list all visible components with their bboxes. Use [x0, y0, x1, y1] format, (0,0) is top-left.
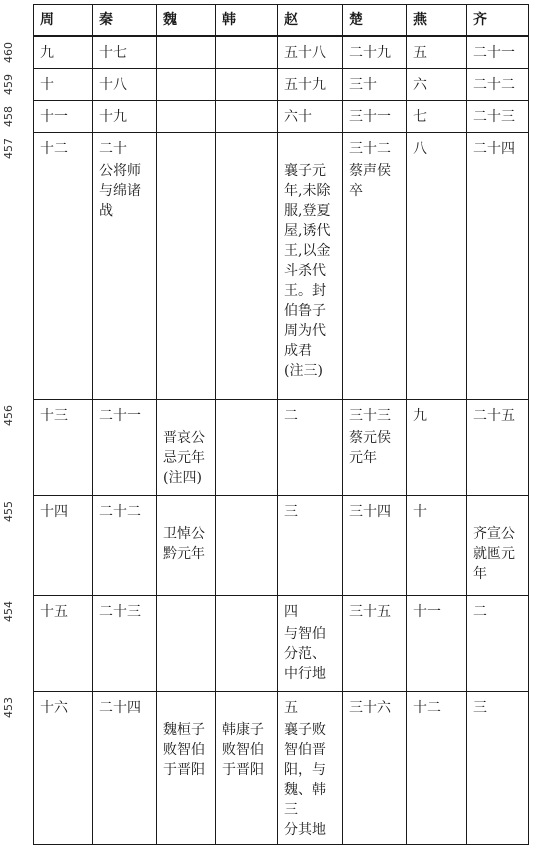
cell-value: 十五: [40, 603, 68, 620]
cell-annotation: 韩康子 败智伯 于晋阳: [222, 721, 264, 778]
table-cell: [343, 68, 407, 100]
table-cell: [34, 399, 93, 495]
chronology-table: [33, 4, 529, 845]
column-header: 魏: [157, 5, 216, 37]
cell-value: 三十六: [349, 699, 391, 716]
cell-annotation: 襄子败 智伯晋 阳，与 魏、韩三 分其地: [284, 721, 326, 838]
cell-value: 十九: [99, 108, 127, 125]
table-row: [34, 399, 529, 495]
table-cell: [278, 495, 343, 595]
table-cell: [278, 68, 343, 100]
cell-value: 五十八: [284, 45, 326, 61]
cell-value: 十: [40, 76, 54, 93]
cell-value: 六十: [284, 108, 312, 125]
table-cell: [467, 595, 529, 691]
table-row: [34, 36, 529, 68]
cell-annotation: 襄子元 年,未除 服,登夏 屋,诱代 王,以金 斗杀代 王。封 伯鲁子 周为代 成君 (注三): [284, 162, 331, 379]
table-cell: [157, 36, 216, 68]
cell-value: 二十: [99, 140, 127, 157]
table-cell: [93, 595, 157, 691]
year-label: 455: [2, 501, 15, 522]
table-cell: [407, 595, 467, 691]
cell-value: 三十三: [349, 407, 391, 424]
table-cell: [343, 595, 407, 691]
table-cell: [34, 36, 93, 68]
cell-value: 十七: [99, 45, 127, 61]
cell-value: 二十四: [99, 699, 141, 716]
table-cell: [278, 691, 343, 844]
table-row: [34, 595, 529, 691]
table-cell: [343, 399, 407, 495]
cell-value: 十一: [40, 108, 68, 125]
table-cell: [93, 399, 157, 495]
cell-annotation: 蔡元侯 元年: [349, 429, 391, 466]
year-label: 459: [2, 74, 15, 95]
cell-value: 二十一: [473, 45, 515, 61]
cell-value: 二十一: [99, 407, 141, 424]
column-header: 赵: [278, 5, 343, 37]
cell-value: 二十九: [349, 45, 391, 61]
cell-value: 五十九: [284, 76, 326, 93]
table-cell: [216, 691, 278, 844]
year-label: 458: [2, 106, 15, 127]
header-row: [34, 5, 529, 37]
cell-value: 三十四: [349, 503, 391, 520]
cell-value: 二: [284, 407, 298, 424]
column-header: 韩: [216, 5, 278, 37]
table-cell: [216, 399, 278, 495]
cell-value: 四: [284, 603, 298, 620]
cell-value: 十六: [40, 699, 68, 716]
table-cell: [407, 495, 467, 595]
cell-value: 十二: [413, 699, 441, 716]
cell-value: 三十: [349, 76, 377, 93]
table-cell: [343, 691, 407, 844]
cell-value: 三十一: [349, 108, 391, 125]
table-cell: [278, 399, 343, 495]
table-cell: [407, 36, 467, 68]
year-label: 457: [2, 138, 15, 159]
table-cell: [343, 100, 407, 132]
cell-value: 八: [413, 140, 427, 157]
table-cell: [157, 691, 216, 844]
cell-value: 七: [413, 108, 427, 125]
cell-value: 二十二: [99, 503, 141, 520]
cell-value: 三十五: [349, 603, 391, 620]
table-cell: [157, 399, 216, 495]
table-cell: [278, 132, 343, 399]
table-cell: [467, 691, 529, 844]
table-cell: [216, 36, 278, 68]
cell-value: 十八: [99, 76, 127, 93]
table-cell: [157, 495, 216, 595]
cell-value: 十二: [40, 140, 68, 157]
cell-value: 三: [473, 699, 487, 716]
cell-value: 九: [413, 407, 427, 424]
table-cell: [343, 36, 407, 68]
cell-value: 三十二: [349, 140, 391, 157]
cell-annotation: 卫悼公 黔元年: [163, 525, 205, 562]
cell-value: 二十二: [473, 76, 515, 93]
table-cell: [157, 595, 216, 691]
cell-value: 五: [413, 45, 427, 61]
chronology-table-wrapper: [33, 4, 529, 845]
cell-value: 二十五: [473, 407, 515, 424]
table-cell: [216, 100, 278, 132]
table-cell: [34, 132, 93, 399]
column-header: 秦: [93, 5, 157, 37]
cell-value: 十一: [413, 603, 441, 620]
table-cell: [407, 691, 467, 844]
table-cell: [467, 68, 529, 100]
cell-value: 六: [413, 76, 427, 93]
cell-annotation: 晋哀公 忌元年 (注四): [163, 429, 205, 486]
cell-value: 九: [40, 45, 54, 61]
table-cell: [343, 132, 407, 399]
table-cell: [93, 68, 157, 100]
table-cell: [467, 36, 529, 68]
table-row: [34, 132, 529, 399]
cell-value: 二十四: [473, 140, 515, 157]
table-cell: [93, 100, 157, 132]
cell-value: 十: [413, 503, 427, 520]
column-header: 燕: [407, 5, 467, 37]
cell-annotation: 齐宣公 就匜元 年: [473, 525, 515, 582]
table-cell: [343, 495, 407, 595]
table-cell: [216, 495, 278, 595]
table-cell: [34, 100, 93, 132]
table-cell: [278, 36, 343, 68]
table-row: [34, 691, 529, 844]
table-cell: [34, 68, 93, 100]
cell-value: 二十三: [473, 108, 515, 125]
cell-value: 五: [284, 699, 298, 716]
table-cell: [467, 495, 529, 595]
table-cell: [407, 132, 467, 399]
year-label: 456: [2, 405, 15, 426]
cell-value: 十四: [40, 503, 68, 520]
table-cell: [157, 68, 216, 100]
column-header: 齐: [467, 5, 529, 37]
table-cell: [407, 399, 467, 495]
cell-value: 三: [284, 503, 298, 520]
table-cell: [467, 100, 529, 132]
column-header: 楚: [343, 5, 407, 37]
table-cell: [467, 132, 529, 399]
cell-value: 二: [473, 603, 487, 620]
year-label: 453: [2, 697, 15, 718]
table-cell: [407, 68, 467, 100]
cell-annotation: 魏桓子 败智伯 于晋阳: [163, 721, 205, 778]
table-cell: [216, 595, 278, 691]
cell-annotation: 公将师 与绵诸 战: [99, 162, 141, 219]
table-cell: [278, 595, 343, 691]
table-cell: [34, 595, 93, 691]
table-cell: [407, 100, 467, 132]
cell-annotation: 与智伯 分范、 中行地: [284, 625, 326, 682]
table-cell: [93, 132, 157, 399]
table-cell: [34, 691, 93, 844]
cell-annotation: 蔡声侯 卒: [349, 162, 391, 199]
table-cell: [93, 691, 157, 844]
table-cell: [216, 132, 278, 399]
table-cell: [216, 68, 278, 100]
table-row: [34, 100, 529, 132]
year-label: 460: [2, 42, 15, 63]
table-cell: [34, 495, 93, 595]
table-row: [34, 495, 529, 595]
cell-value: 二十三: [99, 603, 141, 620]
table-cell: [467, 399, 529, 495]
table-row: [34, 68, 529, 100]
column-header: 周: [34, 5, 93, 37]
year-label: 454: [2, 601, 15, 622]
table-cell: [157, 100, 216, 132]
table-cell: [157, 132, 216, 399]
table-cell: [93, 495, 157, 595]
table-cell: [278, 100, 343, 132]
cell-value: 十三: [40, 407, 68, 424]
table-cell: [93, 36, 157, 68]
